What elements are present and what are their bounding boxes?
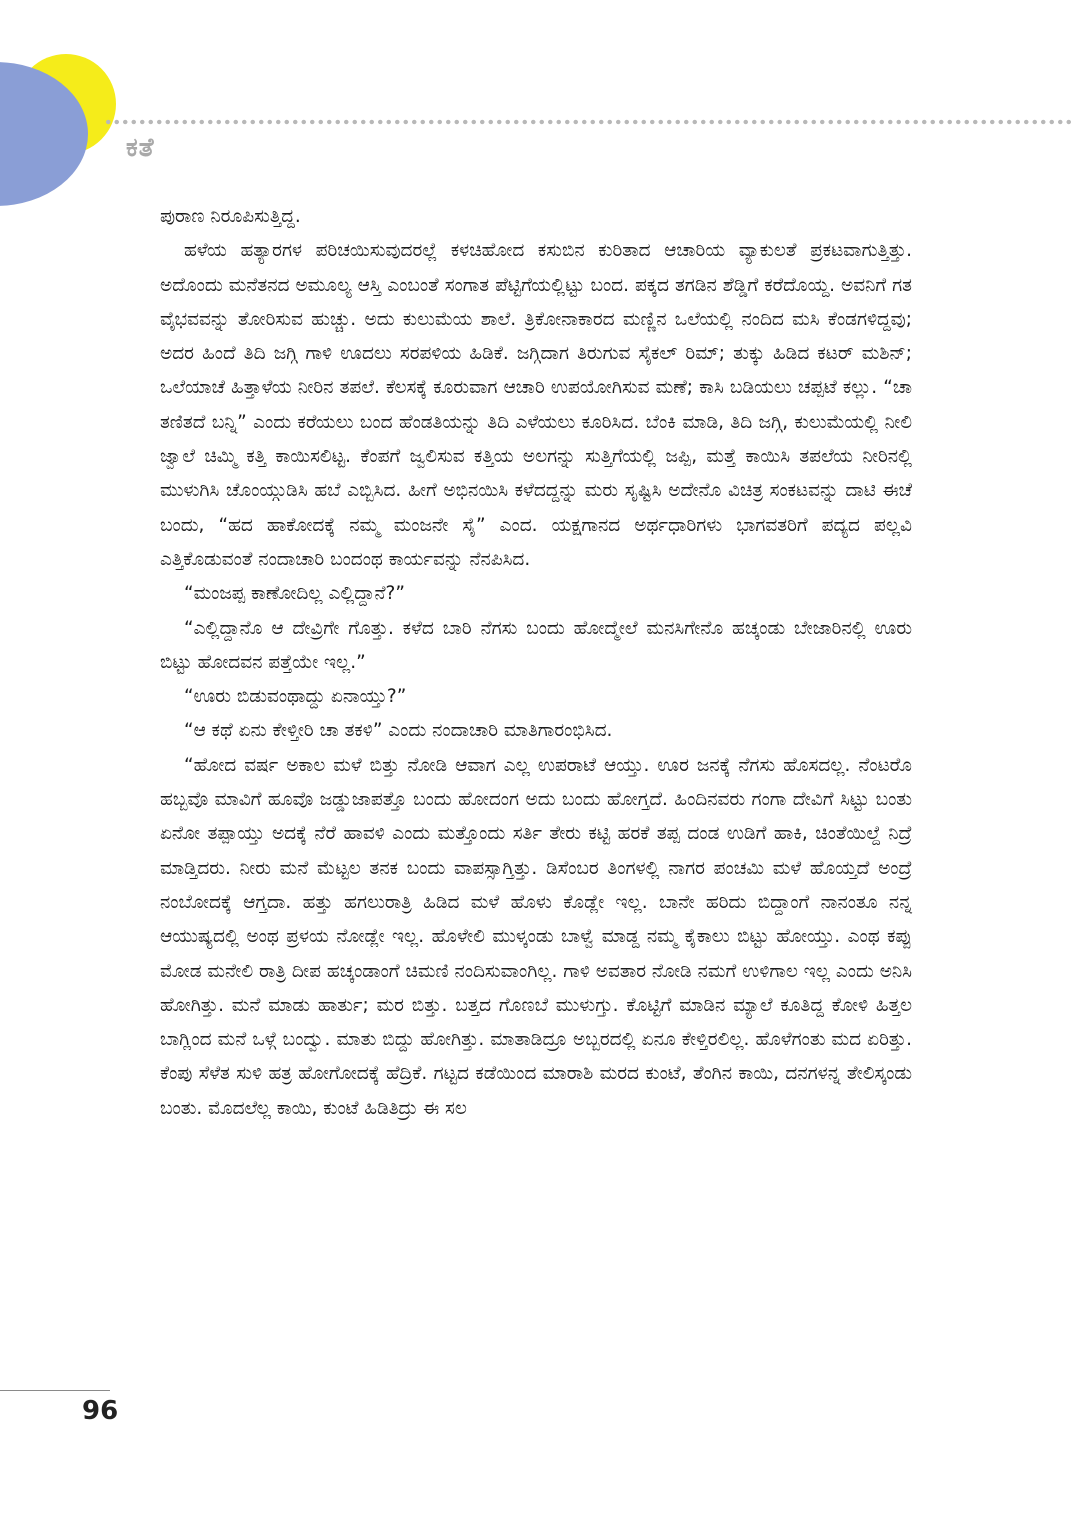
dialogue-line: “ಎಲ್ಲಿದ್ದಾನೊ ಆ ದೇವ್ರಿಗೇ ಗೊತ್ತು. ಕಳೆದ ಬಾರಿ ನೆಗಸು ಬಂದು ಹೋದ್ಮೇಲೆ ಮನಸಿಗೇನೊ ಹಚ್ಕಂಡು ಬೇಜಾರಿನಲ್ಲಿ ಊರು ಬಿಟ್ಟು ಹೋದವನ ಪತ್ತೆಯೇ ಇಲ್ಲ.”	[160, 617, 912, 673]
paragraph: ಪುರಾಣ ನಿರೂಪಿಸುತ್ತಿದ್ದ.	[160, 206, 301, 227]
dialogue-line: “ಆ ಕಥೆ ಏನು ಕೇಳ್ತೀರಿ ಚಾ ತಕಳಿ” ಎಂದು ನಂದಾಚಾರಿ ಮಾತಿಗಾರಂಭಿಸಿದ.	[184, 720, 613, 742]
page-number: 96	[82, 1396, 119, 1426]
dialogue-line: “ಊರು ಬಿಡುವಂಥಾದ್ದು ಏನಾಯ್ತು?”	[184, 686, 407, 708]
paragraph: ಹಳೆಯ ಹತ್ಯಾರಗಳ ಪರಿಚಯಿಸುವುದರಲ್ಲೆ ಕಳಚಿಹೋದ ಕಸುಬಿನ ಕುರಿತಾದ ಆಚಾರಿಯ ವ್ಯಾಕುಲತೆ ಪ್ರಕಟವಾಗುತ್ತಿತ್ತು. ಅದೊಂದು ಮನೆತನದ ಅಮೂಲ್ಯ ಆಸ್ತಿ ಎಂಬಂತೆ ಸಂಗಾತ ಪೆಟ್ಟಿಗೆಯಲ್ಲಿಟ್ಟು ಬಂದ. ಪಕ್ಕದ ತಗಡಿನ ಶೆಡ್ಡಿಗೆ ಕರೆದೊಯ್ದ. ಅವನಿಗೆ ಗತ ವೈಭವವನ್ನು ತೋರಿಸುವ ಹುಚ್ಚು. ಅದು ಕುಲುಮೆಯ ಶಾಲೆ. ತ್ರಿಕೋನಾಕಾರದ ಮಣ್ಣಿನ ಒಲೆಯಲ್ಲಿ ನಂದಿದ ಮಸಿ ಕೆಂಡಗಳಿದ್ದವು; ಅದರ ಹಿಂದೆ ತಿದಿ ಜಗ್ಗಿ ಗಾಳಿ ಊದಲು ಸರಪಳಿಯ ಹಿಡಿಕೆ. ಜಗ್ಗಿದಾಗ ತಿರುಗುವ ಸೈಕಲ್ ರಿಮ್; ತುಕ್ಕು ಹಿಡಿದ ಕಟರ್ ಮಶಿನ್; ಒಲೆಯಾಚೆ ಹಿತ್ತಾಳೆಯ ನೀರಿನ ತಪಲೆ. ಕೆಲಸಕ್ಕೆ ಕೂರುವಾಗ ಆಚಾರಿ ಉಪಯೋಗಿಸುವ ಮಣೆ; ಕಾಸಿ ಬಡಿಯಲು ಚಪ್ಪಟೆ ಕಲ್ಲು. “ಚಾ ತಣಿತದೆ ಬನ್ನಿ” ಎಂದು ಕರೆಯಲು ಬಂದ ಹೆಂಡತಿಯನ್ನು ತಿದಿ ಎಳೆಯಲು ಕೂರಿಸಿದ. ಬೆಂಕಿ ಮಾಡಿ, ತಿದಿ ಜಗ್ಗಿ, ಕುಲುಮೆಯಲ್ಲಿ ನೀಲಿ ಜ್ವಾಲೆ ಚಿಮ್ಮಿ ಕತ್ತಿ ಕಾಯಿಸಲಿಟ್ಟ. ಕೆಂಪಗೆ ಜ್ವಲಿಸುವ ಕತ್ತಿಯ ಅಲಗನ್ನು ಸುತ್ತಿಗೆಯಲ್ಲಿ ಜಪ್ಪಿ, ಮತ್ತೆ ಕಾಯಿಸಿ ತಪಲೆಯ ನೀರಿನಲ್ಲಿ ಮುಳುಗಿಸಿ ಚೊಂಯ್ಗುಡಿಸಿ ಹಬೆ ಎಬ್ಬಿಸಿದ. ಹೀಗೆ ಅಭಿನಯಿಸಿ ಕಳೆದದ್ದನ್ನು ಮರು ಸೃಷ್ಟಿಸಿ ಅದೇನೊ ವಿಚಿತ್ರ ಸಂಕಟವನ್ನು ದಾಟಿ ಈಚೆ ಬಂದು, “ಹದ ಹಾಕೋದಕ್ಕೆ ನಮ್ಮ ಮಂಜನೇ ಸೈ” ಎಂದ. ಯಕ್ಷಗಾನದ ಅರ್ಥಧಾರಿಗಳು ಭಾಗವತರಿಗೆ ಪದ್ಯದ ಪಲ್ಲವಿ ಎತ್ತಿಕೊಡುವಂತೆ ನಂದಾಚಾರಿ ಬಂದಂಥ ಕಾರ್ಯವನ್ನು ನೆನಪಿಸಿದ.	[160, 240, 912, 570]
paragraph: “ಹೋದ ವರ್ಷ ಅಕಾಲ ಮಳೆ ಬಿತ್ತು ನೋಡಿ ಆವಾಗ ಎಲ್ಲ ಉಪರಾಟೆ ಆಯ್ತು. ಊರ ಜನಕ್ಕೆ ನೆಗಸು ಹೊಸದಲ್ಲ. ನೆಂಟರೊ ಹಬ್ಬವೊ ಮಾವಿಗೆ ಹೂವೊ ಜಡ್ಡುಜಾಪತ್ತೊ ಬಂದು ಹೋದಂಗ ಅದು ಬಂದು ಹೋಗ್ತದೆ. ಹಿಂದಿನವರು ಗಂಗಾ ದೇವಿಗೆ ಸಿಟ್ಟು ಬಂತು ಏನೋ ತಪ್ಪಾಯ್ತು ಅದಕ್ಕೆ ನೆರೆ ಹಾವಳಿ ಎಂದು ಮತ್ತೊಂದು ಸರ್ತಿ ತೇರು ಕಟ್ಟಿ ಹರಕೆ ತಪ್ಪ ದಂಡ ಉಡಿಗೆ ಹಾಕಿ, ಚಿಂತೆಯಿಲ್ದೆ ನಿದ್ರೆ ಮಾಡ್ತಿದರು. ನೀರು ಮನೆ ಮೆಟ್ಟಲ ತನಕ ಬಂದು ವಾಪಸ್ಸಾಗ್ತಿತ್ತು. ಡಿಸೆಂಬರ ತಿಂಗಳಲ್ಲಿ ನಾಗರ ಪಂಚಮಿ ಮಳೆ ಹೊಯ್ತದೆ ಅಂದ್ರೆ ನಂಬೋದಕ್ಕೆ ಆಗ್ತದಾ. ಹತ್ತು ಹಗಲುರಾತ್ರಿ ಹಿಡಿದ ಮಳೆ ಹೊಳು ಕೊಡ್ಲೇ ಇಲ್ಲ. ಬಾನೇ ಹರಿದು ಬಿದ್ದಾಂಗೆ ನಾನಂತೂ ನನ್ನ ಆಯುಷ್ಯದಲ್ಲಿ ಅಂಥ ಪ್ರಳಯ ನೋಡ್ಲೇ ಇಲ್ಲ. ಹೊಳೇಲಿ ಮುಳ್ಕಂಡು ಬಾಳ್ವೆ ಮಾಡ್ದ ನಮ್ಮ ಕೈಕಾಲು ಬಿಟ್ಟು ಹೋಯ್ತು. ಎಂಥ ಕಪ್ಪು ಮೋಡ ಮನೇಲಿ ರಾತ್ರಿ ದೀಪ ಹಚ್ಕಂಡಾಂಗೆ ಚಿಮಣಿ ನಂದಿಸುವಾಂಗಿಲ್ಲ. ಗಾಳಿ ಅವತಾರ ನೋಡಿ ನಮಗೆ ಉಳಿಗಾಲ ಇಲ್ಲ ಎಂದು ಅನಿಸಿ ಹೋಗಿತ್ತು. ಮನೆ ಮಾಡು ಹಾರ್ತು; ಮರ ಬಿತ್ತು. ಬತ್ತದ ಗೊಣಬೆ ಮುಳುಗ್ತು. ಕೊಟ್ಟಿಗೆ ಮಾಡಿನ ಮ್ಯಾಲೆ ಕೂತಿದ್ದ ಕೋಳಿ ಹಿತ್ತಲ ಬಾಗ್ಲಿಂದ ಮನೆ ಒಳ್ಗೆ ಬಂದ್ವು. ಮಾತು ಬಿದ್ದು ಹೋಗಿತ್ತು. ಮಾತಾಡಿದ್ರೂ ಅಬ್ಬರದಲ್ಲಿ ಏನೂ ಕೇಳ್ತಿರಲಿಲ್ಲ. ಹೊಳೆಗಂತು ಮದ ಏರಿತ್ತು. ಕೆಂಪು ಸೆಳೆತ ಸುಳಿ ಹತ್ರ ಹೋಗೋದಕ್ಕೆ ಹೆದ್ರಿಕೆ. ಗಟ್ಟದ ಕಡೆಯಿಂದ ಮಾರಾಶಿ ಮರದ ಕುಂಟೆ, ತೆಂಗಿನ ಕಾಯಿ, ದನಗಳನ್ನ ತೇಲಿಸ್ಕಂಡು ಬಂತು. ಮೊದಲೆಲ್ಲ ಕಾಯಿ, ಕುಂಟೆ ಹಿಡಿತಿದ್ರು ಈ ಸಲ	[160, 754, 912, 1119]
dialogue-line: “ಮಂಜಪ್ಪ ಕಾಣೋದಿಲ್ಲ ಎಲ್ಲಿದ್ದಾನೆ?”	[184, 583, 405, 605]
story-text	[160, 200, 912, 1126]
dotted-header-rule	[104, 118, 1072, 126]
footer-rule	[0, 1390, 110, 1391]
section-label: ಕತೆ	[126, 133, 155, 163]
